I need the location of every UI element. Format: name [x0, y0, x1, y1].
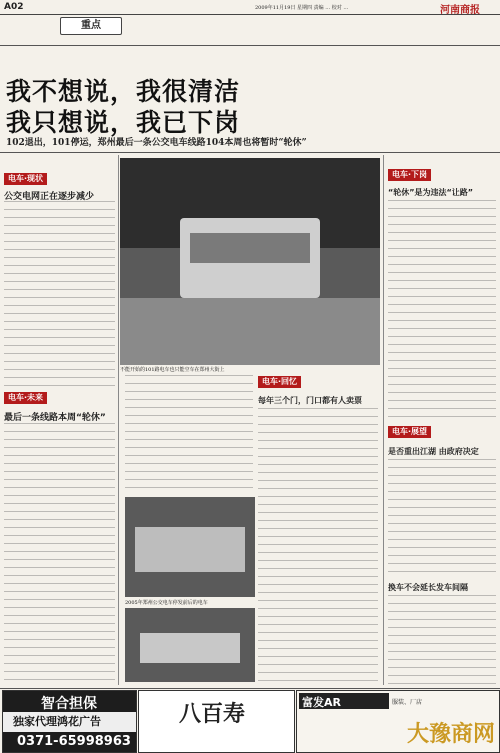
right-headline-2: 是否重出江湖 由政府决定	[388, 447, 479, 456]
left-body-1	[4, 201, 115, 389]
watermark: 大豫商网	[407, 722, 496, 747]
page-header	[0, 0, 500, 15]
left-body-2	[4, 423, 115, 685]
ad-clothing	[296, 690, 500, 753]
left-headline-1: 公交电网正在逐步减少	[4, 192, 95, 202]
right-body-1	[388, 200, 496, 420]
secondary-photo	[125, 497, 255, 597]
right-headline-1: “轮休”是为违法“让路”	[388, 188, 474, 197]
divider	[0, 152, 500, 153]
issue-info: 2009年11月19日 星期四 责编 … 校对 …	[255, 5, 349, 11]
page-number: A02	[4, 2, 24, 12]
headline-line-2: 我只想说，我已下岗	[6, 108, 241, 137]
right-body-3	[388, 595, 496, 685]
middle-body-1	[125, 375, 253, 493]
divider	[0, 688, 500, 689]
column-rule	[118, 155, 119, 685]
left-tag-2: 电车·未来	[4, 392, 47, 404]
ad-title: 富发AR	[302, 696, 341, 709]
middle-body-2	[258, 408, 378, 685]
ad-title: 八百寿	[179, 702, 246, 727]
right-headline-3: 换车不会延长发车间隔	[388, 583, 468, 592]
ad-subtitle: 服装、厂店	[392, 699, 423, 706]
ad-guarantee	[2, 690, 137, 753]
main-photo	[120, 158, 380, 365]
section-label: 重点	[60, 17, 122, 35]
right-body-2	[388, 459, 496, 577]
left-headline-2: 最后一条线路本周“轮休”	[4, 413, 106, 423]
ad-phone: 0371-65998963	[17, 734, 131, 749]
secondary-photo-caption: 2005年郑州公交电车停发前后的电车	[125, 600, 208, 606]
column-rule	[383, 155, 384, 685]
ad-title: 智合担保	[41, 696, 97, 712]
photo-caption: 不能开始的101路电车也只能空车在郑州大街上	[120, 367, 225, 373]
divider	[0, 45, 500, 46]
headline-line-1: 我不想说，我很清洁	[6, 77, 241, 106]
middle-tag: 电车·回忆	[258, 376, 301, 388]
masthead-brand: 河南商报	[440, 5, 480, 16]
ad-babaishou	[138, 690, 295, 753]
right-tag-1: 电车·下岗	[388, 169, 431, 181]
tertiary-photo	[125, 608, 255, 682]
right-tag-2: 电车·展望	[388, 426, 431, 438]
left-tag-1: 电车·现状	[4, 173, 47, 185]
ad-subtitle: 独家代理鸿花广告	[13, 715, 101, 728]
middle-headline: 每年三个门，门口都有人卖票	[258, 396, 362, 405]
deck-headline: 102退出，101停运，郑州最后一条公交电车线路104本周也将暂时“轮休”	[6, 138, 307, 148]
